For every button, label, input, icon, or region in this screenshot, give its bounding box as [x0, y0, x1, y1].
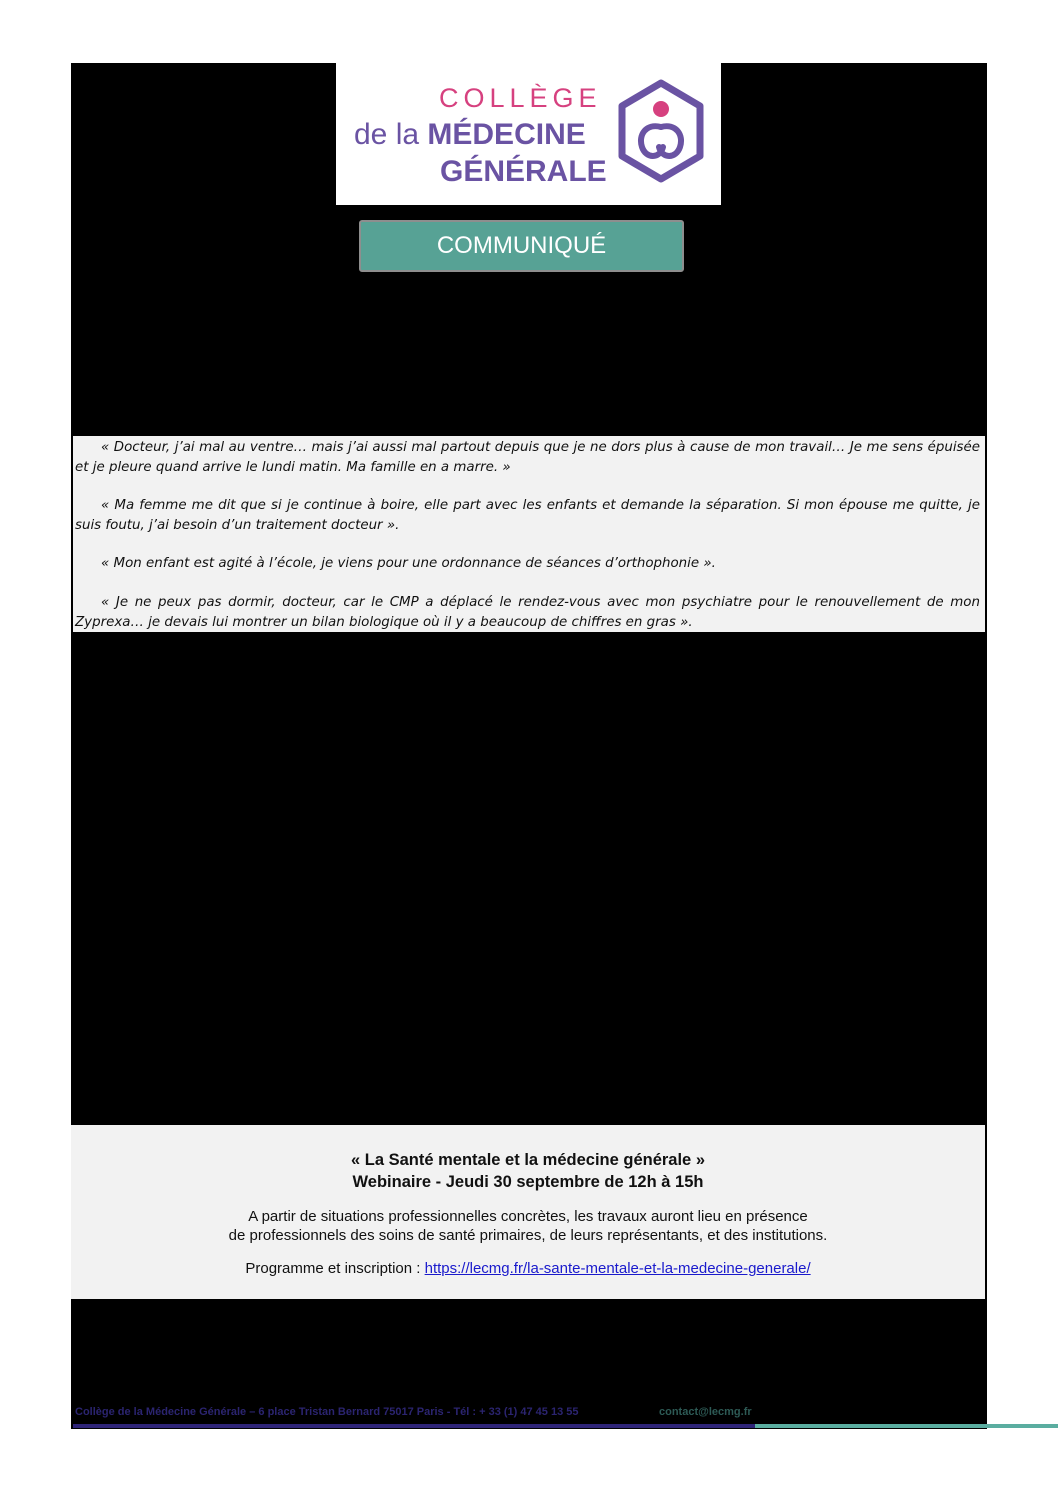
event-program-line [71, 1260, 985, 1277]
program-link[interactable]: https://lecmg.fr/la-sante-mentale-et-la-medecine-generale/ [424, 1260, 811, 1277]
patient-quotes-box [73, 436, 985, 632]
footer-bar-teal [755, 1424, 1058, 1428]
footer-address: Collège de la Médecine Générale – 6 place Tristan Bernard 75017 Paris - Tél : + 33 (1) 47 45 13 55 [75, 1406, 579, 1418]
event-description-line1: A partir de situations professionnelles concrètes, les travaux auront lieu en présence [248, 1208, 808, 1225]
footer-email-link[interactable]: contact@lecmg.fr [659, 1406, 752, 1418]
logo-medecine-word: MÉDECINE [427, 118, 586, 151]
event-description-line2: de professionnels des soins de santé primaires, de leurs représentants, et des institutions. [228, 1227, 828, 1244]
footer-bar-purple [73, 1424, 755, 1428]
program-label: Programme et inscription : [245, 1260, 425, 1277]
logo-medecine-text [354, 118, 586, 152]
hexagon-logo-icon [616, 79, 706, 183]
logo-college-text: COLLÈGE [439, 83, 602, 113]
college-logo [336, 63, 721, 205]
quote-item: « Je ne peux pas dormir, docteur, car le CMP a déplacé le rendez-vous avec mon psychiatre pour le renouvellement de mon Zyprexa… je devais lui montrer un bilan biologique où il y a beaucoup de chiffres en gras ». [75, 595, 980, 630]
communique-badge: COMMUNIQUÉ [359, 220, 684, 272]
logo-generale-text: GÉNÉRALE [440, 155, 607, 188]
quote-item: « Mon enfant est agité à l’école, je viens pour une ordonnance de séances d’orthophonie ». [101, 556, 716, 571]
quote-item: « Ma femme me dit que si je continue à boire, elle part avec les enfants et demande la séparation. Si mon épouse me quitte, je suis foutu, j’ai besoin d’un traitement docteur ». [75, 498, 980, 533]
quote-item: « Docteur, j’ai mal au ventre… mais j’ai aussi mal partout depuis que je ne dors plus à cause de mon travail… Je me sens épuisée et je pleure quand arrive le lundi matin. Ma famille en a marre. » [75, 440, 980, 475]
event-title: « La Santé mentale et la médecine générale » [351, 1151, 705, 1169]
event-subtitle: Webinaire - Jeudi 30 septembre de 12h à 15h [352, 1173, 704, 1191]
logo-de-la-text: de la [354, 118, 428, 151]
webinar-event-box [71, 1125, 985, 1299]
